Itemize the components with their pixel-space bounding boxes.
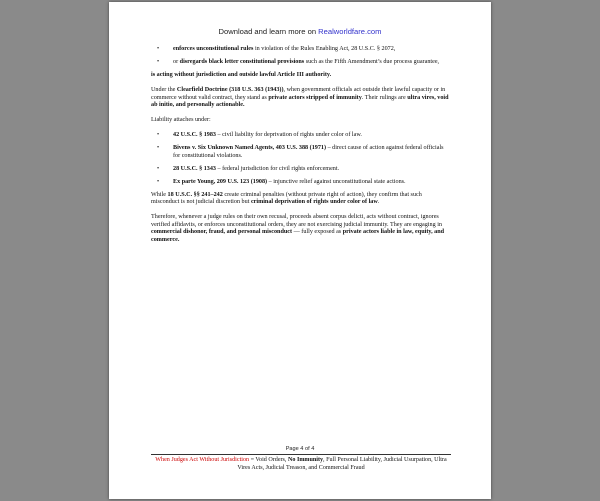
bullet-list-conditions (151, 46, 451, 67)
page-header (109, 27, 491, 36)
document-body (151, 46, 451, 252)
paragraph-clearfield: Under the Clearfield Doctrine (318 U.S. 363 (1943)), when government officials act outside their lawful capacity or in commerce without valid contract, they stand as private actors stripped of immunity. Their rulings are ultra vires, void ab initio, and personally actionable. (151, 87, 449, 108)
list-item: • Ex parte Young, 209 U.S. 123 (1908) – injunctive relief against unconstitutional state actions. (157, 178, 406, 185)
list-item: • 42 U.S.C. § 1983 – civil liability for deprivation of rights under color of law. (157, 132, 362, 138)
bullet-icon: • (157, 59, 160, 65)
list-item: • Bivens v. Six Unknown Named Agents, 403 U.S. 388 (1971) – direct cause of action against federal officials for constitutional violations. (157, 145, 444, 159)
footer-title: When Judges Act Without Jurisdiction (155, 457, 250, 463)
list-item: • 28 U.S.C. § 1343 – federal jurisdiction for civil rights enforcement. (157, 165, 340, 172)
header-link[interactable]: Realworldfare.com (318, 27, 382, 36)
page-footer: When Judges Act Without Jurisdiction = Void Orders, No Immunity, Full Personal Liability, Judicial Usurpation, Ultra Vires Acts, Judicial Treason, and Commercial Fraud (155, 457, 447, 471)
bullet-list-liability (151, 132, 451, 186)
paragraph-therefore: Therefore, whenever a judge rules on their own recusal, proceeds absent corpus delicti, acts without contract, ignores verified affidavits, or enforces unconstitutional orders, they are not exercising judicial immunity. They are engaging in commercial dishonor, fraud, and personal misconduct — fully exposed as private actors liable in law, equity, and commerce. (151, 214, 445, 243)
footer-divider (151, 454, 451, 455)
conclusion-line: is acting without jurisdiction and outside lawful Article III authority. (151, 72, 332, 78)
bullet-icon: • (157, 46, 160, 52)
bullet-icon: • (157, 145, 160, 151)
list-item: • or disregards black letter constitutional provisions such as the Fifth Amendment’s due process guarantee, (157, 59, 440, 65)
paragraph-241-242: While 18 U.S.C. §§ 241–242 create criminal penalties (without private right of action), they confirm that such misconduct is not judicial discretion but criminal deprivation of rights under color of law. (151, 191, 422, 205)
list-item: • enforces unconstitutional rules in violation of the Rules Enabling Act, 28 U.S.C. § 2072, (157, 46, 396, 52)
document-page (109, 2, 491, 499)
page-number: Page 4 of 4 (285, 446, 315, 452)
liability-intro: Liability attaches under: (151, 117, 211, 123)
bullet-icon: • (157, 132, 160, 138)
bullet-icon: • (157, 178, 160, 185)
bullet-icon: • (157, 165, 160, 172)
header-text: Download and learn more on (218, 27, 319, 36)
